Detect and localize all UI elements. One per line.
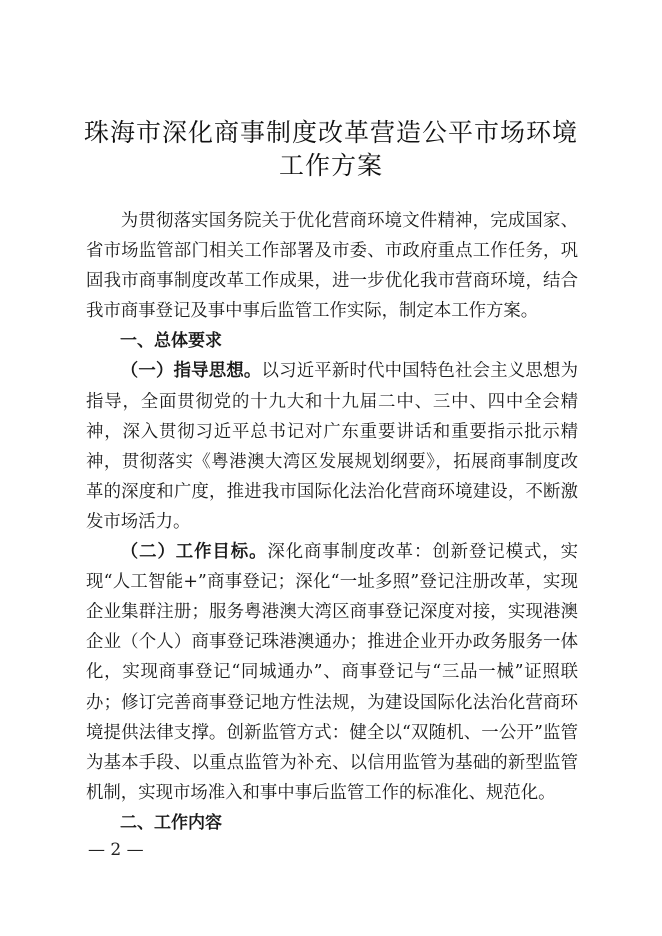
work-goals-paragraph — [86, 537, 578, 808]
guiding-thought-paragraph — [86, 356, 578, 537]
page-number: — 2 — — [88, 840, 144, 860]
section-heading-general-requirements: 一、总体要求 — [120, 331, 222, 352]
section-heading-work-content: 二、工作内容 — [120, 812, 222, 833]
guiding-thought-lead: （一）指导思想。 — [120, 361, 262, 382]
work-goals-lead: （二）工作目标。 — [120, 542, 268, 563]
guiding-thought-text: 以习近平新时代中国特色社会主义思想为指导，全面贯彻党的十九大和十九届二中、三中、四中全会精神，深入贯彻习近平总书记对广东重要讲话和重要指示批示精神，贯彻落实《粤港澳大湾区发展规划纲要》，拓展商事制度改革的深度和广度，推进我市国际化法治化营商环境建设，不断激发市场活力。 — [86, 361, 578, 532]
document-title-line-1: 珠海市深化商事制度改革营造公平市场环境 — [83, 118, 578, 147]
intro-paragraph: 为贯彻落实国务院关于优化营商环境文件精神，完成国家、省市场监管部门相关工作部署及市委、市政府重点工作任务，巩固我市商事制度改革工作成果，进一步优化我市营商环境，结合我市商事登记及事中事后监管工作实际，制定本工作方案。 — [86, 211, 578, 322]
document-title-line-2: 工作方案 — [278, 151, 383, 180]
work-goals-text: 深化商事制度改革：创新登记模式，实现“人工智能+”商事登记；深化“一址多照”登记注册改革，实现企业集群注册；服务粤港澳大湾区商事登记深度对接，实现港澳企业（个人）商事登记珠港澳通办；推进企业开办政务服务一体化，实现商事登记“同城通办”、商事登记与“三品一械”证照联办；修订完善商事登记地方性法规，为建设国际化法治化营商环境提供法律支撑。创新监管方式：健全以“双随机、一公开”监管为基本手段、以重点监管为补充、以信用监管为基础的新型监管机制，实现市场准入和事中事后监管工作的标准化、规范化。 — [86, 542, 578, 803]
document-body — [86, 206, 578, 838]
